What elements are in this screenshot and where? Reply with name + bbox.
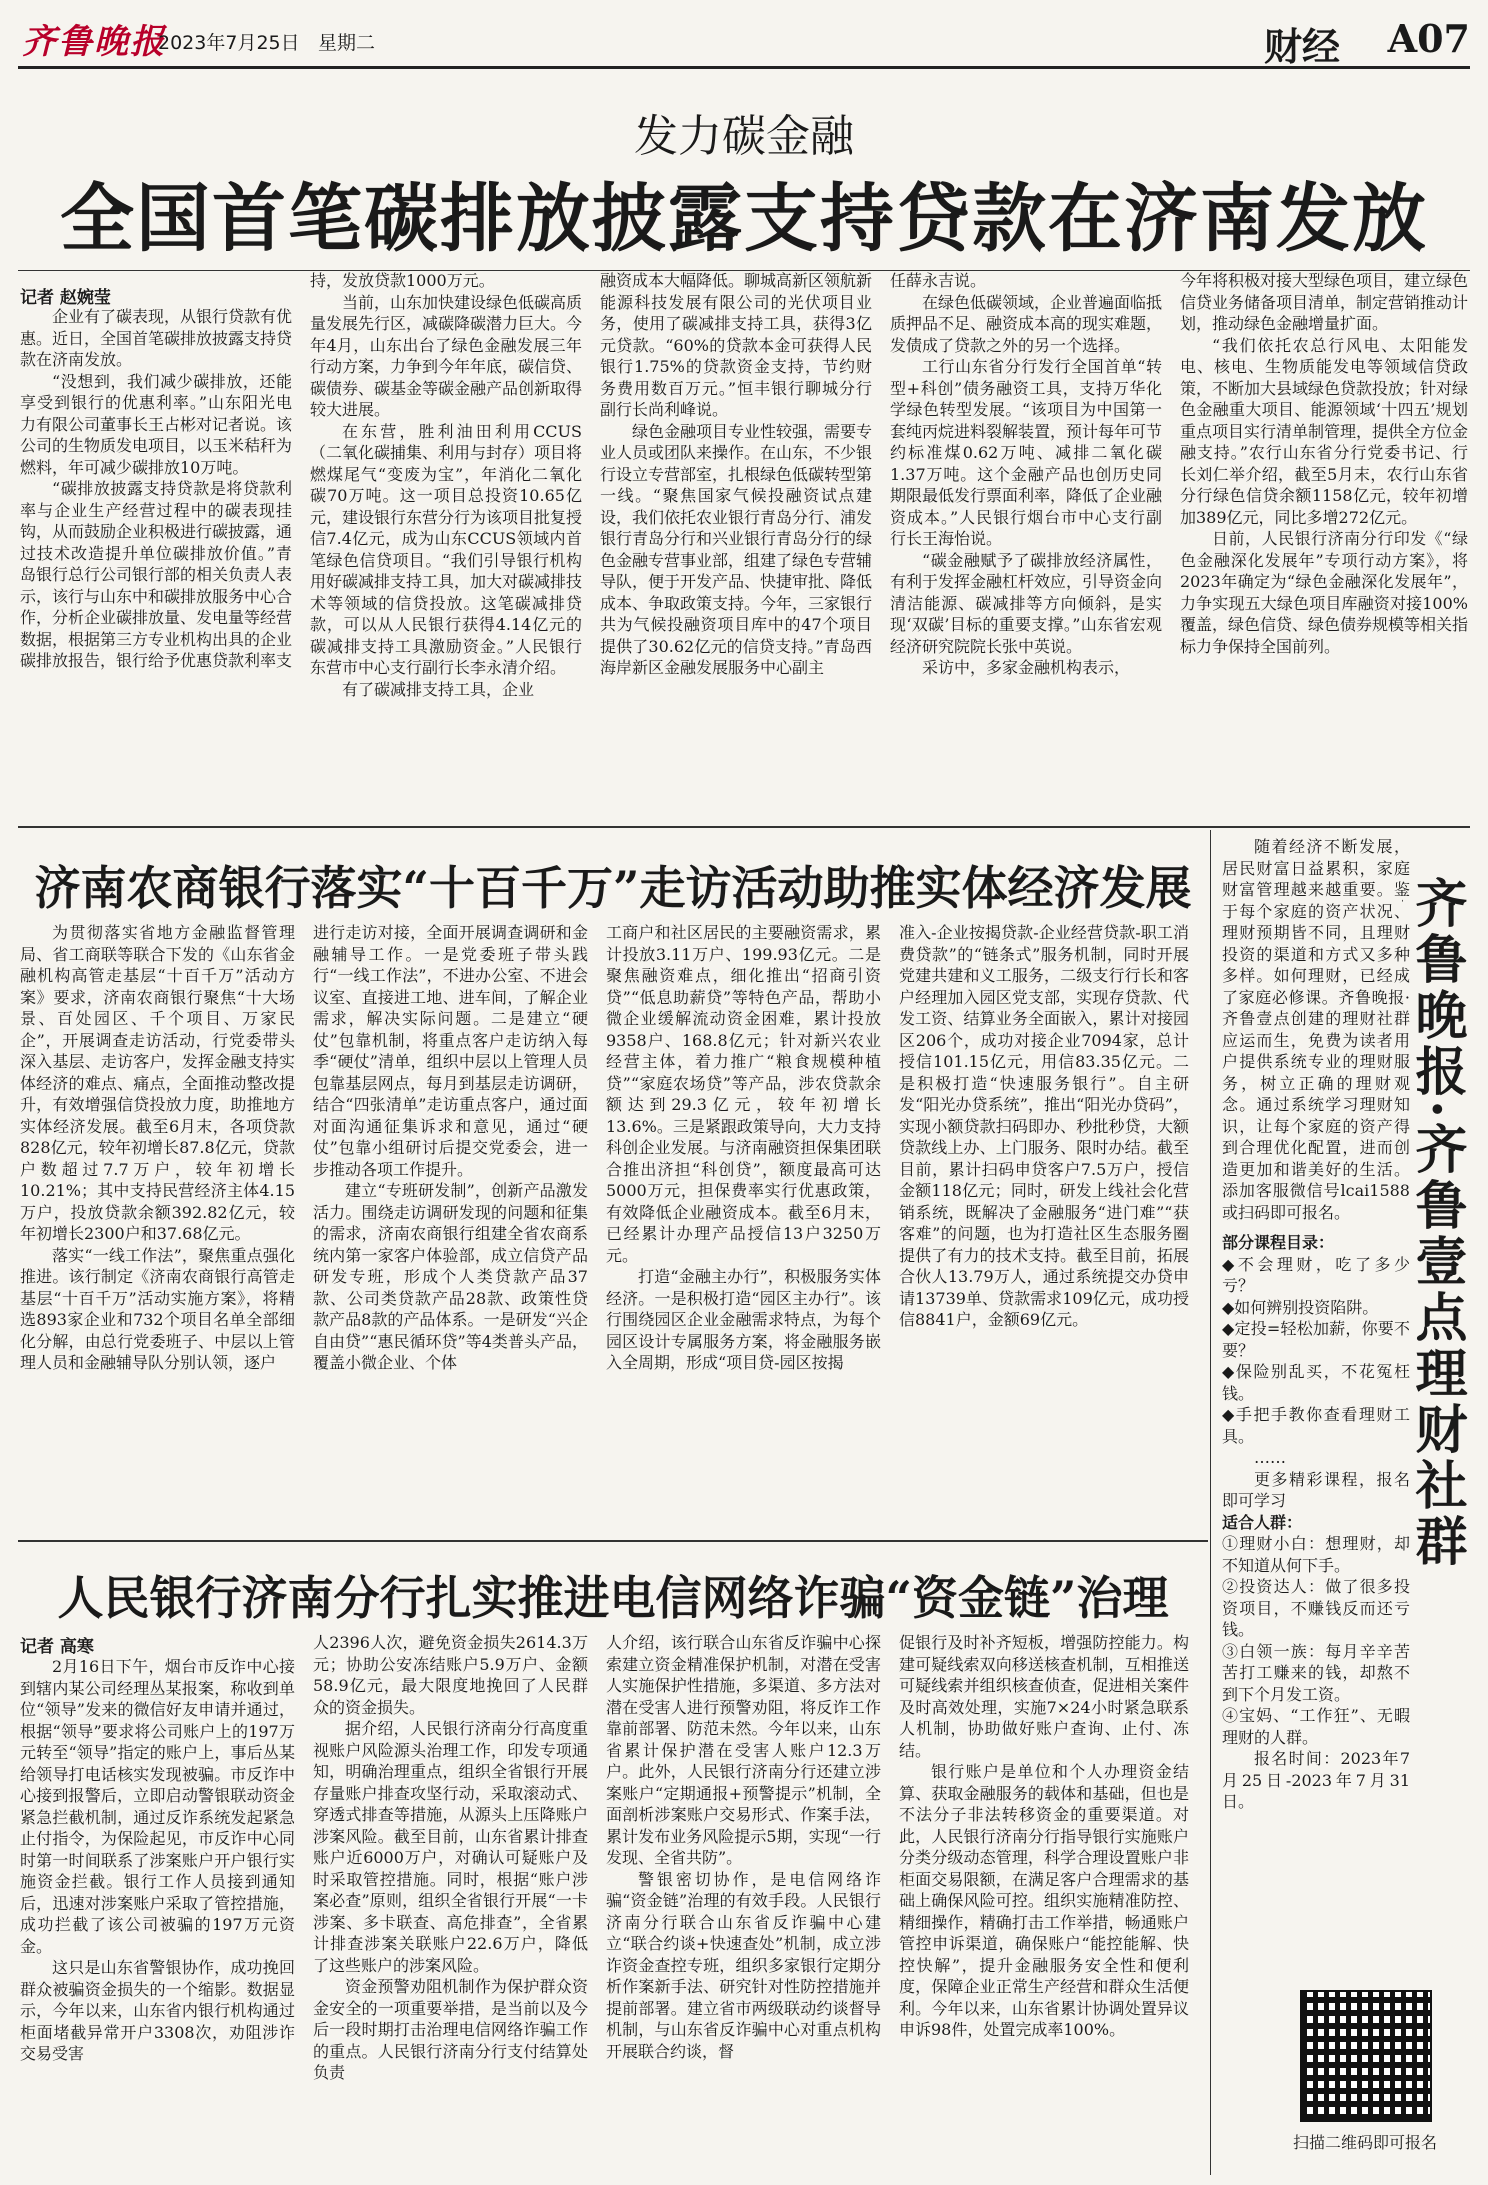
audience-item: ①理财小白：想理财，却不知道从何下手。 xyxy=(1222,1534,1410,1575)
course-heading: 部分课程目录： xyxy=(1222,1233,1335,1252)
paragraph: 打造“金融主办行”，积极服务实体经济。一是积极打造“园区主办行”。该行围绕园区企业金融需求特点，为每个园区设计专属服务方案，将金融服务嵌入全周期，形成“项目贷-园区按揭 xyxy=(606,1267,881,1372)
story2-column-4 xyxy=(899,922,1189,1512)
paragraph: 准入-企业按揭贷款-企业经营贷款-职工消费贷款”的“链条式”服务机制，同时开展党建共建和义工服务，二级支行行长和客户经理加入园区党支部，实现存贷款、代发工资、结算业务全面嵌入，累计对接园区206个，成功对接企业7094家，总计授信101.15亿元，用信83.35亿元。二是积极打造“快速服务银行”。自主研发“阳光办贷系统”，推出“阳光办贷码”，实现小额贷款扫码即办、秒批秒贷，大额贷款线上办、上门服务、限时办结。截至目前，累计扫码申贷客户7.5万户，授信金额118亿元；同时，研发上线社会化营销系统，既解决了金融服务“进门难”“获客难”的问题，也为打造社区生态服务圈提供了有力的技术支持。截至目前，拓展合伙人13.79万人，通过系统提交办贷申请13739单、贷款需求109亿元，成功授信8841户，金额69亿元。 xyxy=(899,923,1189,1329)
paragraph: 据介绍，人民银行济南分行高度重视账户风险源头治理工作，印发专项通知，明确治理重点，组织全省银行开展存量账户排查攻坚行动，采取滚动式、穿透式排查等措施，从源头上压降账户涉案风险。截至目前，山东省累计排查账户近6000万户，对确认可疑账户及时采取管控措施。同时，根据“账户涉案必查”原则，组织全省银行开展“一卡涉案、多卡联查、高危排查”，全省累计排查涉案关联账户22.6万户，降低了这些账户的涉案风险。 xyxy=(313,1719,588,1975)
paragraph: 在东营，胜利油田利用CCUS（二氧化碳捕集、利用与封存）项目将燃煤尾气“变废为宝”，年消化二氧化碳70万吨。这一项目总投资10.65亿元，建设银行东营分行为该项目批复授信7.4亿元，成为山东CCUS领域内首笔绿色信贷项目。“我们引导银行机构用好碳减排支持工具，加大对碳减排技术等领域的信贷投放。这笔碳减排贷款，可以从人民银行获得4.14亿元的碳减排支持工具激励资金。”人民银行东营市中心支行副行长李永清介绍。 xyxy=(310,421,582,677)
course-item: ◆如何辨别投资陷阱。 xyxy=(1222,1297,1379,1317)
paragraph: 今年将积极对接大型绿色项目，建立绿色信贷业务储备项目清单，制定营销推动计划，推动绿色金融增量扩面。 xyxy=(1180,271,1468,333)
paragraph: 工行山东省分行发行全国首单“转型+科创”债务融资工具，支持万华化学绿色转型发展。“该项目为中国第一套纯丙烷进料裂解装置，预计每年可节约标准煤0.62万吨、减排二氧化碳1.37万吨。这个金融产品也创历史同期限最低发行票面利率，降低了企业融资成本。”人民银行烟台市中心支行副行长王海怡说。 xyxy=(890,357,1162,548)
promo-title: 齐鲁晚报·齐鲁壹点理财社群 xyxy=(1406,876,1467,1571)
paragraph: “我们依托农总行风电、太阳能发电、核电、生物质能发电等领域信贷政策，不断加大县域绿色贷款投放；针对绿色金融重大项目、能源领域‘十四五’规划重点项目实行清单制管理，提供全方位金融支持。”农行山东省分行党委书记、行长刘仁举介绍，截至5月末，农行山东省分行绿色信贷余额1158亿元，较年初增加389亿元，同比多增272亿元。 xyxy=(1180,335,1468,527)
paragraph: 有了碳减排支持工具，企业 xyxy=(342,679,535,699)
paragraph: 银行账户是单位和个人办理资金结算、获取金融服务的载体和基础，但也是不法分子非法转移资金的重要渠道。对此，人民银行济南分行指导银行实施账户分类分级动态管理，科学合理设置账户非柜面交易限额，在满足客户合理需求的基础上确保风险可控。组织实施精准防控、精细操作，精确打击工作举措，畅通账户管控申诉渠道，确保账户“能控能解、快控快解”，提升金融服务安全性和便利度，保障企业正常生产经营和群众生活便利。今年以来，山东省累计协调处置异议申诉98件，处置完成率100%。 xyxy=(899,1762,1189,2039)
story1-headline: 全国首笔碳排放披露支持贷款在济南发放 xyxy=(60,176,1428,262)
audience-heading: 适合人群： xyxy=(1222,1512,1303,1532)
paragraph: 持，发放贷款1000万元。 xyxy=(310,271,495,290)
ellipsis: …… xyxy=(1254,1448,1286,1467)
audience-item: ④宝妈、“工作狂”、无暇理财的人群。 xyxy=(1222,1706,1410,1747)
paragraph: 在绿色低碳领域，企业普遍面临抵质押品不足、融资成本高的现实难题，发债成了贷款之外的另一个选择。 xyxy=(890,292,1162,355)
story3-column-4 xyxy=(899,1632,1189,2171)
masthead xyxy=(18,10,1470,69)
story2-headline: 济南农商银行落实“十百千万”走访活动助推实体经济发展 xyxy=(34,861,1192,915)
signup-dates: 报名时间：2023年7月25日-2023年7月31日。 xyxy=(1222,1749,1410,1811)
story1-column-5 xyxy=(1180,270,1468,796)
issue-weekday: 星期二 xyxy=(318,32,376,54)
promo-intro-text: 随着经济不断发展，居民财富日益累积，家庭财富管理越来越重要。鉴于每个家庭的资产状况、理财预期皆不同，且理财投资的渠道和方式又多种多样。如何理财，已经成了家庭必修课。齐鲁晚报·齐鲁壹点创建的理财社群应运而生，免费为读者用户提供系统专业的理财服务，树立正确的理财观念。通过系统学习理财知识，让每个家庭的资产得到合理优化配置，进而创造更加和谐美好的生活。添加客服微信号lcai1588或扫码即可报名。 xyxy=(1222,837,1410,1222)
paragraph: 资金预警劝阻机制作为保护群众资金安全的一项重要举措，是当前以及今后一段时期打击治理电信网络诈骗工作的重点。人民银行济南分行支付结算处负责 xyxy=(313,1977,588,2082)
story1-column-2 xyxy=(310,270,582,796)
paragraph: “碳金融赋予了碳排放经济属性，有利于发挥金融杠杆效应，引导资金向清洁能源、碳减排等方向倾斜，是实现‘双碳’目标的重要支撑。”山东省宏观经济研究院院长张中英说。 xyxy=(890,550,1162,656)
story3-headline: 人民银行济南分行扎实推进电信网络诈骗“资金链”治理 xyxy=(57,1571,1169,1625)
issue-date: 2023年7月25日 xyxy=(158,32,300,54)
course-item: ◆定投=轻松加薪，你要不要？ xyxy=(1222,1319,1410,1360)
course-item: ◆不会理财，吃了多少亏？ xyxy=(1222,1254,1410,1295)
paragraph: 企业有了碳表现，从银行贷款有优惠。近日，全国首笔碳排放披露支持贷款在济南发放。 xyxy=(20,307,292,369)
paragraph: 工商户和社区居民的主要融资需求，累计投放3.11万户、199.93亿元。二是聚焦融资难点，细化推出“招商引资贷”“低息助薪贷”等特色产品，帮助小微企业缓解流动资金困难，累计投放9358户、168.8亿元；针对新兴农业经营主体，着力推广“粮食规模种植贷”“家庭农场贷”等产品，涉农贷款余额达到29.3亿元，较年初增长13.6%。三是紧跟政策导向，大力支持科创企业发展。与济南融资担保集团联合推出济担“科创贷”，额度最高可达5000万元，担保费率实行优惠政策，有效降低企业融资成本。截至6月末，已经累计办理产品授信13户3250万元。 xyxy=(606,923,881,1265)
paragraph: 警银密切协作，是电信网络诈骗“资金链”治理的有效手段。人民银行济南分行联合山东省反诈骗中心建立“联合约谈+快速查处”机制，成立涉诈资金查控专班，组织多家银行定期分析作案新手法、研究针对性防控措施并提前部署。建立省市两级联动约谈督导机制，与山东省反诈骗中心对重点机构开展联合约谈，督 xyxy=(606,1869,881,2061)
story3-column-3 xyxy=(606,1632,881,2171)
story1-column-4 xyxy=(890,270,1162,796)
paragraph: 日前，人民银行济南分行印发《“绿色金融深化发展年”专项行动方案》，将2023年确定为“绿色金融深化发展年”，力争实现五大绿色项目库融资对接100%覆盖，绿色信贷、绿色债券规模等相关指标力争保持全国前列。 xyxy=(1180,529,1468,656)
story2-column-1 xyxy=(20,922,295,1512)
qr-code[interactable] xyxy=(1300,1990,1432,2122)
story3-byline: 记者 高寒 xyxy=(20,1637,94,1657)
paragraph: 任薛永吉说。 xyxy=(890,271,987,290)
story2-column-2 xyxy=(313,922,588,1512)
promo-intro xyxy=(1222,836,1410,1226)
page-number: A07 xyxy=(1387,16,1470,61)
audience-item: ③白领一族：每月辛辛苦苦打工赚来的钱，却熬不到下个月发工资。 xyxy=(1222,1641,1410,1704)
story3-column-1 xyxy=(20,1656,295,2171)
divider xyxy=(1210,830,1211,2175)
qr-caption: 扫描二维码即可报名 xyxy=(1292,2133,1437,2152)
story1-kicker: 发力碳金融 xyxy=(634,111,854,162)
paragraph: 当前，山东加快建设绿色低碳高质量发展先行区，减碳降碳潜力巨大。今年4月，山东出台了绿色金融发展三年行动方案，力争到今年年底，碳信贷、碳债券、碳基金等碳金融产品创新取得较大进展。 xyxy=(310,292,582,419)
paragraph: 2月16日下午，烟台市反诈中心接到辖内某公司经理丛某报案，称收到单位“领导”发来的微信好友申请并通过，根据“领导”要求将公司账户上的197万元转至“领导”指定的账户上，事后丛某给领导打电话核实发现被骗。市反诈中心接到报警后，立即启动警银联动资金紧急拦截机制，通过反诈系统发起紧急止付指令，为保险起见，市反诈中心同时第一时间联系了涉案账户开户银行实施资金拦截。银行工作人员接到通知后，迅速对涉案账户采取了管控措施，成功拦截了该公司被骗的197万元资金。 xyxy=(20,1657,295,1956)
newspaper-logo: 齐鲁晚报 xyxy=(22,22,166,62)
paragraph: 人2396人次，避免资金损失2614.3万元；协助公安冻结账户5.9万户、金额58.9亿元，最大限度地挽回了人民群众的资金损失。 xyxy=(313,1633,588,1717)
paragraph: 这只是山东省警银协作，成功挽回群众被骗资金损失的一个缩影。数据显示，今年以来，山东省内银行机构通过柜面堵截异常开户3308次，劝阻涉诈交易受害 xyxy=(20,1958,295,2063)
paragraph: 人介绍，该行联合山东省反诈骗中心探索建立资金精准保护机制，对潜在受害人实施保护性措施，多渠道、多方法对潜在受害人进行预警劝阻，将反诈工作靠前部署、防范未然。今年以来，山东省累计保护潜在受害人账户12.3万户。此外，人民银行济南分行还建立涉案账户“定期通报+预警提示”机制，全面剖析涉案账户交易形式、作案手法，累计发布业务风险提示5期，实现“一行发现、全省共防”。 xyxy=(606,1633,881,1867)
paragraph: “没想到，我们减少碳排放，还能享受到银行的优惠利率。”山东阳光电力有限公司董事长王占彬对记者说。该公司的生物质发电项目，以玉米秸秆为燃料，年可减少碳排放10万吨。 xyxy=(20,371,292,477)
divider xyxy=(18,1540,1208,1542)
paragraph: 融资成本大幅降低。聊城高新区领航新能源科技发展有限公司的光伏项目业务，使用了碳减排支持工具，获得3亿元贷款。“60%的贷款本金可获得人民银行1.75%的贷款资金支持，节约财务费用数百万元。”恒丰银行聊城分行副行长尚利峰说。 xyxy=(600,271,872,419)
story1-column-3 xyxy=(600,270,872,796)
paragraph: 促银行及时补齐短板，增强防控能力。构建可疑线索双向移送核查机制，互相推送可疑线索并组织核查侦查，促进相关案件及时高效处理，实施7×24小时紧急联系人机制，协助做好账户查询、止付、冻结。 xyxy=(899,1633,1189,1760)
story1-column-1 xyxy=(20,306,292,796)
paragraph: 绿色金融项目专业性较强，需要专业人员或团队来操作。在山东，不少银行设立专营部室，扎根绿色低碳转型第一线。“聚焦国家气候投融资试点建设，我们依托农业银行青岛分行、浦发银行青岛分行和兴业银行青岛分行的绿色金融专营事业部，组建了绿色专营辅导队，便于开发产品、快捷审批、降低成本、争取政策支持。今年，三家银行共为气候投融资项目库中的47个项目提供了30.62亿元的信贷支持。”青岛西海岸新区金融发展服务中心副主 xyxy=(600,421,872,677)
paragraph: 落实“一线工作法”，聚焦重点强化推进。该行制定《济南农商银行高管走基层“十百千万”活动实施方案》，将精选893家企业和732个项目名单全部细化分解，由总行党委班子、中层以上管理人员和金融辅导队分别认领，逐户 xyxy=(20,1245,295,1372)
promo-details xyxy=(1222,1232,1410,1978)
paragraph: 采访中，多家金融机构表示， xyxy=(922,658,1131,677)
paragraph: “碳排放披露支持贷款是将贷款利率与企业生产经营过程中的碳表现挂钩，从而鼓励企业积极进行碳披露，通过技术改造提升单位碳排放价值。”青岛银行总行公司银行部的相关负责人表示，该行与山东中和碳排放服务中心合作，分析企业碳排放量、发电量等经营数据，根据第三方专业机构出具的企业碳排放报告，银行给予优惠贷款利率支 xyxy=(20,479,292,670)
divider xyxy=(18,826,1470,828)
course-item: ◆保险别乱买，不花冤枉钱。 xyxy=(1222,1362,1410,1403)
paragraph: 为贯彻落实省地方金融监督管理局、省工商联等联合下发的《山东省金融机构高管走基层“十百千万”活动方案》要求，济南农商银行聚焦“十大场景、百处园区、千个项目、万家民企”，开展调查走访活动，行党委带头深入基层、走访客户，发挥金融支持实体经济的难点、痛点，全面推动整改提升，有效增强信贷投放力度，助推地方实体经济发展。截至6月末，各项贷款828亿元，较年初增长87.8亿元，贷款户数超过7.7万户，较年初增长10.21%；其中支持民营经济主体4.15万户，投放贷款余额392.82亿元，较年初增长2300户和37.68亿元。 xyxy=(20,923,295,1243)
story3-column-2 xyxy=(313,1632,588,2171)
story1-byline: 记者 赵婉莹 xyxy=(20,288,111,308)
more-courses: 更多精彩课程，报名即可学习 xyxy=(1222,1469,1410,1510)
paragraph: 进行走访对接，全面开展调查调研和金融辅导工作。一是党委班子带头践行“一线工作法”，不进办公室、不进会议室、直接进工地、进车间，了解企业需求，解决实际问题。二是建立“硬仗”包靠机制，将重点客户走访纳入每季“硬仗”清单，组织中层以上管理人员包靠基层网点，每月到基层走访调研，结合“四张清单”走访重点客户，通过面对面沟通征集诉求和意见，通过“硬仗”包靠小组研讨后提交党委会，进一步推动各项工作提升。 xyxy=(313,923,588,1179)
section-name: 财经 xyxy=(1263,24,1340,69)
story2-column-3 xyxy=(606,922,881,1512)
paragraph: 建立“专班研发制”，创新产品激发活力。围绕走访调研发现的问题和征集的需求，济南农商银行组建全省农商系统内第一家客户体验部，成立信贷产品研发专班，形成个人类贷款产品37款、公司类贷款产品28款、政策性贷款产品8款的产品体系。一是研发“兴企自由贷”“惠民循环贷”等4类普头产品，覆盖小微企业、个体 xyxy=(313,1181,588,1372)
audience-item: ②投资达人：做了很多投资项目，不赚钱反而还亏钱。 xyxy=(1222,1577,1410,1639)
course-item: ◆手把手教你查看理财工具。 xyxy=(1222,1405,1410,1446)
